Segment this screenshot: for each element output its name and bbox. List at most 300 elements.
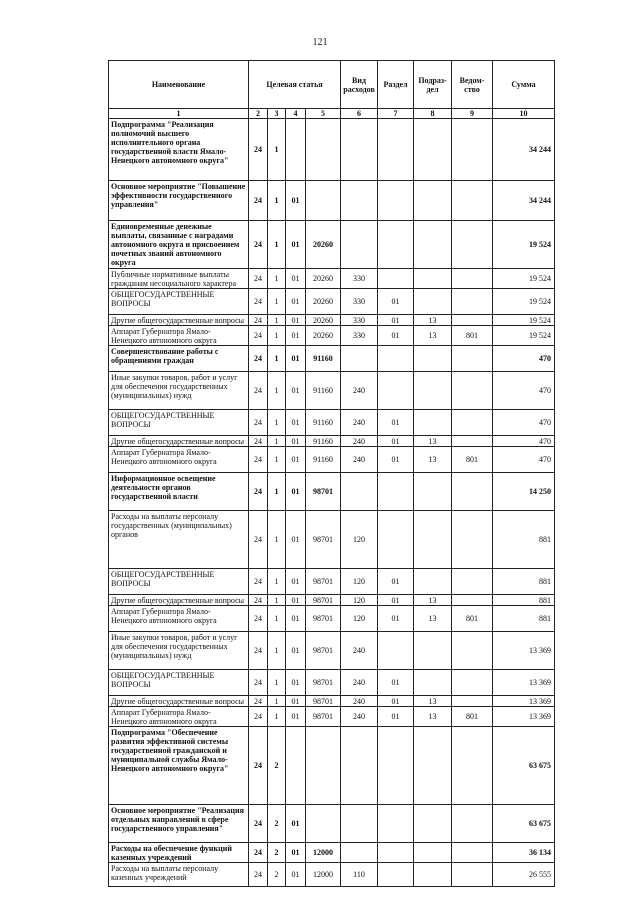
row-cell-6 — [341, 473, 378, 511]
row-name: Совершенствование работы с обращениями граждан — [109, 346, 249, 372]
row-cell-8 — [414, 289, 452, 315]
row-cell-2: 24 — [249, 119, 268, 181]
row-cell-9 — [452, 221, 493, 269]
column-numbers-row — [109, 109, 555, 119]
row-cell-8 — [414, 843, 452, 863]
row-cell-2: 24 — [249, 326, 268, 346]
row-cell-6: 240 — [341, 707, 378, 727]
table-row — [109, 346, 555, 372]
row-name: ОБЩЕГОСУДАРСТВЕННЫЕ ВОПРОСЫ — [109, 410, 249, 436]
row-cell-6: 240 — [341, 632, 378, 670]
row-cell-9 — [452, 511, 493, 569]
row-cell-4: 01 — [286, 606, 306, 632]
row-cell-8 — [414, 181, 452, 221]
row-cell-9 — [452, 315, 493, 326]
row-name: Аппарат Губернатора Ямало-Ненецкого автономного округа — [109, 606, 249, 632]
row-cell-5 — [306, 119, 341, 181]
row-cell-2: 24 — [249, 436, 268, 447]
row-cell-9 — [452, 269, 493, 289]
row-cell-7: 01 — [378, 670, 414, 696]
header-row — [109, 61, 555, 109]
row-sum: 19 524 — [493, 315, 555, 326]
row-cell-8: 13 — [414, 595, 452, 606]
row-cell-9: 801 — [452, 326, 493, 346]
table-row — [109, 670, 555, 696]
row-cell-9 — [452, 805, 493, 843]
row-sum: 36 134 — [493, 843, 555, 863]
row-sum: 26 555 — [493, 863, 555, 887]
row-name: Единовременные денежные выплаты, связанные с наградами автономного округа и присвоением почетных званий автономного округа — [109, 221, 249, 269]
row-name: Аппарат Губернатора Ямало-Ненецкого автономного округа — [109, 447, 249, 473]
row-cell-3: 1 — [268, 707, 286, 727]
row-cell-4: 01 — [286, 843, 306, 863]
row-cell-5 — [306, 181, 341, 221]
row-cell-8 — [414, 632, 452, 670]
row-sum: 13 369 — [493, 632, 555, 670]
row-cell-3: 1 — [268, 372, 286, 410]
row-name: ОБЩЕГОСУДАРСТВЕННЫЕ ВОПРОСЫ — [109, 670, 249, 696]
row-cell-4: 01 — [286, 511, 306, 569]
row-cell-7 — [378, 632, 414, 670]
row-cell-3: 1 — [268, 410, 286, 436]
table-row — [109, 119, 555, 181]
row-cell-7 — [378, 181, 414, 221]
row-cell-5: 98701 — [306, 696, 341, 707]
row-cell-9 — [452, 181, 493, 221]
row-cell-3: 1 — [268, 595, 286, 606]
row-cell-4 — [286, 119, 306, 181]
row-cell-8: 13 — [414, 707, 452, 727]
row-cell-6: 240 — [341, 436, 378, 447]
row-cell-8 — [414, 410, 452, 436]
table-row — [109, 606, 555, 632]
row-cell-2: 24 — [249, 632, 268, 670]
row-name: Расходы на обеспечение функций казенных учреждений — [109, 843, 249, 863]
row-cell-5: 20260 — [306, 269, 341, 289]
row-cell-5: 98701 — [306, 595, 341, 606]
header-subsection-line1: Подраз- — [418, 75, 447, 85]
row-cell-3: 1 — [268, 696, 286, 707]
row-cell-7: 01 — [378, 326, 414, 346]
header-subsection-line2: дел — [426, 84, 439, 94]
row-cell-3: 1 — [268, 670, 286, 696]
row-cell-6 — [341, 843, 378, 863]
row-cell-9 — [452, 632, 493, 670]
row-cell-3: 1 — [268, 436, 286, 447]
row-name: Основное мероприятие "Реализация отдельных направлений в сфере государственного управления" — [109, 805, 249, 843]
row-cell-8 — [414, 346, 452, 372]
row-cell-6 — [341, 805, 378, 843]
table-row — [109, 595, 555, 606]
row-cell-6: 240 — [341, 696, 378, 707]
table-row — [109, 326, 555, 346]
row-cell-6 — [341, 727, 378, 805]
row-cell-2: 24 — [249, 569, 268, 595]
row-name: Подпрограмма "Реализация полномочий высшего исполнительного органа государственной власти Ямало-Ненецкого автономного округа" — [109, 119, 249, 181]
colnum: 10 — [493, 109, 555, 119]
row-cell-4: 01 — [286, 595, 306, 606]
row-cell-9: 801 — [452, 606, 493, 632]
table-row — [109, 269, 555, 289]
header-dept-line1: Ведом- — [459, 75, 485, 85]
row-cell-2: 24 — [249, 447, 268, 473]
row-cell-8 — [414, 269, 452, 289]
row-sum: 19 524 — [493, 221, 555, 269]
row-cell-4: 01 — [286, 372, 306, 410]
row-cell-4: 01 — [286, 289, 306, 315]
colnum: 9 — [452, 109, 493, 119]
row-cell-2: 24 — [249, 221, 268, 269]
row-cell-4: 01 — [286, 707, 306, 727]
row-cell-5: 98701 — [306, 473, 341, 511]
row-cell-3: 1 — [268, 181, 286, 221]
row-cell-5: 91160 — [306, 410, 341, 436]
row-cell-2: 24 — [249, 289, 268, 315]
row-cell-3: 1 — [268, 289, 286, 315]
row-cell-2: 24 — [249, 511, 268, 569]
row-cell-5: 12000 — [306, 843, 341, 863]
row-cell-7: 01 — [378, 436, 414, 447]
colnum: 8 — [414, 109, 452, 119]
row-cell-5: 20260 — [306, 326, 341, 346]
row-cell-9 — [452, 410, 493, 436]
row-cell-7: 01 — [378, 410, 414, 436]
table-row — [109, 707, 555, 727]
row-cell-6: 120 — [341, 569, 378, 595]
row-cell-3: 1 — [268, 315, 286, 326]
budget-table — [108, 60, 555, 887]
row-cell-6: 120 — [341, 606, 378, 632]
row-sum: 13 369 — [493, 707, 555, 727]
row-cell-2: 24 — [249, 805, 268, 843]
row-sum: 470 — [493, 410, 555, 436]
row-cell-5: 12000 — [306, 863, 341, 887]
row-cell-8 — [414, 221, 452, 269]
row-cell-6: 240 — [341, 372, 378, 410]
table-row — [109, 863, 555, 887]
row-cell-8: 13 — [414, 696, 452, 707]
colnum: 6 — [341, 109, 378, 119]
row-cell-7 — [378, 511, 414, 569]
row-cell-6 — [341, 119, 378, 181]
row-cell-4: 01 — [286, 181, 306, 221]
row-cell-4: 01 — [286, 670, 306, 696]
row-cell-5 — [306, 727, 341, 805]
row-cell-7 — [378, 843, 414, 863]
row-cell-2: 24 — [249, 727, 268, 805]
row-name: Другие общегосударственные вопросы — [109, 696, 249, 707]
row-cell-3: 1 — [268, 473, 286, 511]
row-sum: 19 524 — [493, 326, 555, 346]
row-cell-4: 01 — [286, 473, 306, 511]
row-cell-5: 98701 — [306, 670, 341, 696]
row-cell-8: 13 — [414, 315, 452, 326]
row-cell-2: 24 — [249, 410, 268, 436]
row-cell-5: 98701 — [306, 632, 341, 670]
row-cell-5: 91160 — [306, 372, 341, 410]
table-row — [109, 843, 555, 863]
row-cell-9 — [452, 346, 493, 372]
row-cell-2: 24 — [249, 606, 268, 632]
row-name: Аппарат Губернатора Ямало-Ненецкого автономного округа — [109, 707, 249, 727]
row-cell-3: 2 — [268, 863, 286, 887]
row-sum: 470 — [493, 346, 555, 372]
row-cell-4: 01 — [286, 805, 306, 843]
row-cell-4: 01 — [286, 447, 306, 473]
row-cell-9 — [452, 696, 493, 707]
row-cell-6: 330 — [341, 315, 378, 326]
table-row — [109, 569, 555, 595]
row-cell-6: 330 — [341, 326, 378, 346]
row-cell-8 — [414, 670, 452, 696]
row-cell-2: 24 — [249, 670, 268, 696]
row-cell-2: 24 — [249, 181, 268, 221]
row-cell-6 — [341, 221, 378, 269]
row-cell-5: 20260 — [306, 221, 341, 269]
table-row — [109, 315, 555, 326]
row-name: Публичные нормативные выплаты гражданам несоциального характера — [109, 269, 249, 289]
row-cell-7: 01 — [378, 606, 414, 632]
row-cell-9 — [452, 569, 493, 595]
row-name: Другие общегосударственные вопросы — [109, 436, 249, 447]
row-cell-6 — [341, 181, 378, 221]
row-cell-7 — [378, 473, 414, 511]
row-sum: 470 — [493, 447, 555, 473]
row-cell-6: 240 — [341, 447, 378, 473]
row-cell-8 — [414, 473, 452, 511]
row-cell-9: 801 — [452, 707, 493, 727]
row-cell-3: 1 — [268, 606, 286, 632]
row-cell-7: 01 — [378, 569, 414, 595]
row-cell-3: 1 — [268, 221, 286, 269]
row-cell-8 — [414, 511, 452, 569]
table-row — [109, 410, 555, 436]
row-name: ОБЩЕГОСУДАРСТВЕННЫЕ ВОПРОСЫ — [109, 289, 249, 315]
row-sum: 13 369 — [493, 670, 555, 696]
row-name: Расходы на выплаты персоналу казенных учреждений — [109, 863, 249, 887]
colnum: 7 — [378, 109, 414, 119]
row-cell-5: 91160 — [306, 447, 341, 473]
table-row — [109, 221, 555, 269]
row-name: ОБЩЕГОСУДАРСТВЕННЫЕ ВОПРОСЫ — [109, 569, 249, 595]
row-sum: 14 250 — [493, 473, 555, 511]
row-sum: 881 — [493, 569, 555, 595]
row-cell-9 — [452, 595, 493, 606]
row-name: Подпрограмма "Обеспечение развития эффективной системы государственной гражданской и муниципальной службы Ямало-Ненецкого автономного округа" — [109, 727, 249, 805]
row-cell-2: 24 — [249, 843, 268, 863]
row-sum: 63 675 — [493, 727, 555, 805]
row-cell-8 — [414, 805, 452, 843]
header-kind-line2: расходов — [343, 84, 375, 94]
header-kind — [341, 61, 378, 109]
row-cell-5: 98701 — [306, 511, 341, 569]
row-cell-4: 01 — [286, 436, 306, 447]
row-cell-5: 20260 — [306, 289, 341, 315]
row-name: Основное мероприятие "Повышение эффективности государственного управления" — [109, 181, 249, 221]
colnum: 1 — [109, 109, 249, 119]
row-cell-9 — [452, 289, 493, 315]
table-row — [109, 473, 555, 511]
row-sum: 19 524 — [493, 289, 555, 315]
row-cell-6: 120 — [341, 595, 378, 606]
row-cell-5: 98701 — [306, 606, 341, 632]
colnum: 5 — [306, 109, 341, 119]
colnum: 4 — [286, 109, 306, 119]
table-row — [109, 436, 555, 447]
row-cell-6 — [341, 346, 378, 372]
row-cell-7 — [378, 221, 414, 269]
row-name: Иные закупки товаров, работ и услуг для обеспечения государственных (муниципальных) нужд — [109, 632, 249, 670]
row-cell-7: 01 — [378, 696, 414, 707]
table-row — [109, 805, 555, 843]
row-sum: 13 369 — [493, 696, 555, 707]
row-cell-9 — [452, 119, 493, 181]
row-cell-9 — [452, 436, 493, 447]
table-row — [109, 372, 555, 410]
header-section: Раздел — [378, 61, 414, 109]
row-cell-8 — [414, 569, 452, 595]
row-cell-4: 01 — [286, 569, 306, 595]
row-cell-7 — [378, 269, 414, 289]
row-cell-4 — [286, 727, 306, 805]
row-sum: 34 244 — [493, 181, 555, 221]
row-cell-4: 01 — [286, 632, 306, 670]
row-cell-2: 24 — [249, 315, 268, 326]
row-cell-7: 01 — [378, 315, 414, 326]
row-cell-5: 20260 — [306, 315, 341, 326]
colnum: 3 — [268, 109, 286, 119]
row-cell-2: 24 — [249, 696, 268, 707]
row-cell-2: 24 — [249, 372, 268, 410]
page-number: 121 — [312, 37, 328, 48]
row-cell-4: 01 — [286, 410, 306, 436]
row-cell-4: 01 — [286, 346, 306, 372]
row-cell-8 — [414, 863, 452, 887]
row-cell-3: 1 — [268, 326, 286, 346]
row-cell-8 — [414, 727, 452, 805]
row-name: Иные закупки товаров, работ и услуг для обеспечения государственных (муниципальных) нужд — [109, 372, 249, 410]
row-cell-2: 24 — [249, 346, 268, 372]
row-name: Расходы на выплаты персоналу государственных (муниципальных) органов — [109, 511, 249, 569]
row-cell-8 — [414, 372, 452, 410]
row-cell-7: 01 — [378, 289, 414, 315]
row-cell-9 — [452, 843, 493, 863]
row-cell-3: 1 — [268, 632, 286, 670]
row-sum: 881 — [493, 595, 555, 606]
table-row — [109, 447, 555, 473]
row-cell-5 — [306, 805, 341, 843]
row-sum: 881 — [493, 511, 555, 569]
row-cell-4: 01 — [286, 326, 306, 346]
row-cell-7: 01 — [378, 707, 414, 727]
header-sum: Сумма — [493, 61, 555, 109]
header-kind-line1: Вид — [352, 75, 367, 85]
table-row — [109, 632, 555, 670]
table-row — [109, 289, 555, 315]
row-cell-7 — [378, 119, 414, 181]
row-cell-8: 13 — [414, 447, 452, 473]
colnum: 2 — [249, 109, 268, 119]
row-cell-2: 24 — [249, 863, 268, 887]
row-cell-3: 2 — [268, 843, 286, 863]
row-cell-7 — [378, 346, 414, 372]
row-cell-8 — [414, 119, 452, 181]
row-name: Другие общегосударственные вопросы — [109, 595, 249, 606]
row-cell-9 — [452, 473, 493, 511]
row-name: Информационное освещение деятельности органов государственной власти — [109, 473, 249, 511]
row-cell-6: 240 — [341, 410, 378, 436]
header-subsection — [414, 61, 452, 109]
row-cell-3: 2 — [268, 727, 286, 805]
row-cell-3: 1 — [268, 511, 286, 569]
row-cell-4: 01 — [286, 863, 306, 887]
header-dept-line2: ство — [464, 84, 480, 94]
row-cell-7: 01 — [378, 595, 414, 606]
header-dept — [452, 61, 493, 109]
row-cell-9 — [452, 372, 493, 410]
row-cell-5: 98701 — [306, 707, 341, 727]
row-cell-5: 91160 — [306, 346, 341, 372]
row-cell-7 — [378, 727, 414, 805]
row-cell-6: 110 — [341, 863, 378, 887]
row-cell-6: 330 — [341, 269, 378, 289]
row-cell-6: 240 — [341, 670, 378, 696]
row-cell-6: 330 — [341, 289, 378, 315]
row-cell-3: 2 — [268, 805, 286, 843]
header-target: Целевая статья — [249, 61, 341, 109]
row-cell-7 — [378, 863, 414, 887]
row-cell-4: 01 — [286, 315, 306, 326]
row-cell-3: 1 — [268, 447, 286, 473]
row-cell-3: 1 — [268, 269, 286, 289]
row-sum: 470 — [493, 436, 555, 447]
row-cell-2: 24 — [249, 473, 268, 511]
row-sum: 19 524 — [493, 269, 555, 289]
row-cell-7 — [378, 372, 414, 410]
row-cell-2: 24 — [249, 707, 268, 727]
row-cell-4: 01 — [286, 221, 306, 269]
row-cell-2: 24 — [249, 595, 268, 606]
row-cell-7 — [378, 805, 414, 843]
row-name: Другие общегосударственные вопросы — [109, 315, 249, 326]
table-row — [109, 511, 555, 569]
row-cell-3: 1 — [268, 346, 286, 372]
row-sum: 881 — [493, 606, 555, 632]
row-name: Аппарат Губернатора Ямало-Ненецкого автономного округа — [109, 326, 249, 346]
row-cell-3: 1 — [268, 569, 286, 595]
row-cell-8: 13 — [414, 436, 452, 447]
table-row — [109, 727, 555, 805]
row-cell-5: 98701 — [306, 569, 341, 595]
row-cell-4: 01 — [286, 269, 306, 289]
row-cell-6: 120 — [341, 511, 378, 569]
row-cell-8: 13 — [414, 326, 452, 346]
row-cell-9: 801 — [452, 447, 493, 473]
row-cell-9 — [452, 670, 493, 696]
row-sum: 63 675 — [493, 805, 555, 843]
header-name: Наименование — [109, 61, 249, 109]
row-cell-4: 01 — [286, 696, 306, 707]
table-row — [109, 696, 555, 707]
table-row — [109, 181, 555, 221]
row-sum: 34 244 — [493, 119, 555, 181]
row-cell-2: 24 — [249, 269, 268, 289]
row-cell-3: 1 — [268, 119, 286, 181]
row-cell-5: 91160 — [306, 436, 341, 447]
row-cell-9 — [452, 863, 493, 887]
row-cell-9 — [452, 727, 493, 805]
row-sum: 470 — [493, 372, 555, 410]
